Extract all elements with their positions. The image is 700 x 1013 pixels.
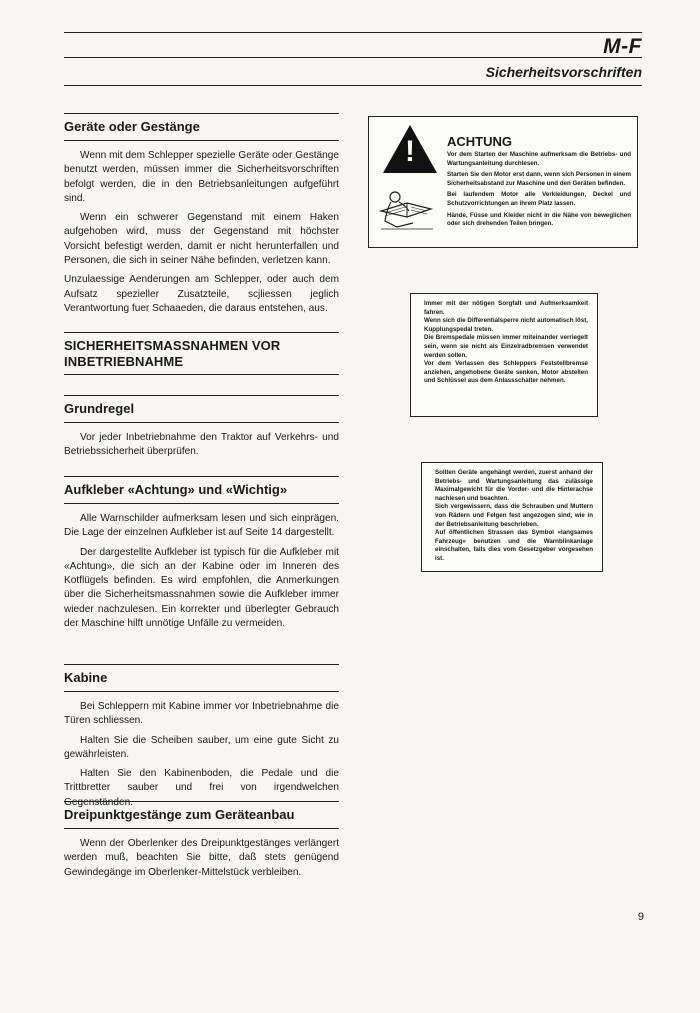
- note-line: Auf öffentlichen Strassen das Symbol «langsames Fahrzeug» benutzen und die Warnblinkanlage einschalten, falls dies vom Gesetzgeber vorgesehen ist.: [435, 529, 593, 562]
- section-sicherheitsmassnahmen: [64, 332, 339, 383]
- section-rule: [64, 113, 339, 114]
- section-rule: [64, 691, 339, 692]
- note-line: Die Bremspedale müssen immer miteinander verriegelt sein, wenn sie nicht als Einzelradbremsen verwendet werden sollen.: [424, 334, 588, 359]
- exclamation-mark: !: [405, 135, 415, 168]
- note-line: Vor dem Verlassen des Schleppers Feststellbremse anziehen, angehobene Geräte senken, Motor abstellen und Schlüssel aus dem Anlassschalter nehmen.: [424, 360, 588, 385]
- paragraph: Halten Sie den Kabinenboden, die Pedale und die Trittbretter sauber und frei von irgendwelchen Gegenständen.: [64, 768, 339, 808]
- section-code: M-F: [603, 35, 642, 58]
- warning-heading: ACHTUNG: [447, 134, 512, 149]
- warning-line: Vor dem Starten der Maschine aufmerksam die Betriebs- und Wartungsanleitung durchlesen.: [447, 151, 631, 167]
- note-line: Wenn sich die Differentialsperre nicht automatisch löst, Kupplungspedal treten.: [424, 317, 588, 333]
- paragraph: Unzulaessige Aenderungen am Schlepper, oder auch dem Aufsatz spezieller Zusatzteile, scjliessen jeglich Verantwortung fuer Schaaeden, die daraus entstehen, aus.: [64, 274, 339, 314]
- section-aufkleber: [64, 476, 339, 636]
- header-bottom-rule: [64, 85, 642, 86]
- note-line: Sollten Geräte angehängt werden, zuerst anhand der Betriebs- und Wartungsanleitung das zulässige Maximalgewicht für die Vorder- und die Hinterachse nachlesen und beachten.: [435, 469, 593, 502]
- section-grundregel: [64, 395, 339, 465]
- section-rule: [64, 140, 339, 141]
- section-rule: [64, 664, 339, 665]
- paragraph: Halten Sie die Scheiben sauber, um eine gute Sicht zu gewährleisten.: [64, 734, 339, 760]
- safety-note-implements: [421, 462, 603, 572]
- section-rule: [64, 332, 339, 333]
- warning-line: Bei laufendem Motor alle Verkleidungen, Deckel und Schutzvorrichtungen an ihrem Platz lassen.: [447, 191, 631, 207]
- paragraph: Bei Schleppern mit Kabine immer vor Inbetriebnahme die Türen schliessen.: [64, 701, 339, 727]
- warning-label: [368, 116, 638, 248]
- section-dreipunktgestaenge: [64, 801, 339, 885]
- section-title: SICHERHEITSMASSNAHMEN VOR INBETRIEBNAHME: [64, 338, 281, 369]
- section-geraete: [64, 113, 339, 321]
- page-number: 9: [637, 911, 644, 923]
- person-reading-manual-icon: [377, 183, 437, 237]
- warning-line: Hände, Füsse und Kleider nicht in die Nähe von beweglichen oder sich drehenden Teilen bringen.: [447, 211, 631, 228]
- section-rule: [64, 395, 339, 396]
- paragraph: Alle Warnschilder aufmerksam lesen und sich einprägen. Die Lage der einzelnen Aufkleber ist auf Seite 14 dargestellt.: [64, 513, 339, 539]
- safety-note-driving: [410, 293, 598, 417]
- section-kabine: [64, 664, 339, 815]
- warning-text: [447, 151, 631, 232]
- section-rule: [64, 374, 339, 375]
- section-rule: [64, 503, 339, 504]
- section-rule: [64, 828, 339, 829]
- section-title: Geräte oder Gestänge: [64, 119, 200, 134]
- paragraph: Wenn ein schwerer Gegenstand mit einem Haken aufgehoben wird, muss der Gegenstand mit höchster Vorsicht befestigt werden, damit er nicht herunterfallen und Personen, die sich in seiner Nähe befinden, verletzen kann.: [64, 212, 339, 267]
- header-top-rule: [64, 32, 642, 33]
- paragraph: Der dargestellte Aufkleber ist typisch für die Aufkleber mit «Achtung», die sich an der Kabine oder im Inneren des Kotflügels befinden. Es wird empfohlen, die Anmerkungen über die Sicherheitsmassnahmen sowie die Aufkleber immer wieder nachzulesen. Ein korrekter und überlegter Gebrauch der Maschine hilft unnötige Unfälle zu vermeiden.: [64, 546, 339, 630]
- section-rule: [64, 422, 339, 423]
- note-line: Sich vergewissern, dass die Schrauben und Muttern von Rädern und Felgen fest angezogen sind, wie in der Betriebsanleitung beschrieben.: [435, 503, 593, 528]
- paragraph: Wenn der Oberlenker des Dreipunktgestänges verlängert werden muß, beachten Sie bitte, daß stets genügend Gewindegänge im Oberlenker-Mittelstück verbleiben.: [64, 838, 339, 878]
- section-title: Dreipunktgestänge zum Geräteanbau: [64, 807, 295, 822]
- section-title: Kabine: [64, 670, 108, 685]
- section-title: Grundregel: [64, 401, 135, 416]
- section-rule: [64, 476, 339, 477]
- page-title: Sicherheitsvorschriften: [485, 64, 642, 80]
- paragraph: Vor jeder Inbetriebnahme den Traktor auf Verkehrs- und Betriebssicherheit überprüfen.: [64, 432, 339, 458]
- header-middle-rule: [64, 57, 642, 58]
- paragraph: Wenn mit dem Schlepper spezielle Geräte oder Gestänge benutzt werden, müssen immer die Sicherheitsvorschriften befolgt werden, die in den Betriebsanleitungen aufgeführt sind.: [64, 150, 339, 204]
- section-title: Aufkleber «Achtung» und «Wichtig»: [64, 482, 288, 497]
- note-line: Immer mit der nötigen Sorgfalt und Aufmerksamkeit fahren.: [424, 300, 588, 316]
- section-rule: [64, 801, 339, 802]
- warning-line: Starten Sie den Motor erst dann, wenn sich Personen in einem Sicherheitsabstand zur Maschine und den Geräten befinden.: [447, 171, 631, 187]
